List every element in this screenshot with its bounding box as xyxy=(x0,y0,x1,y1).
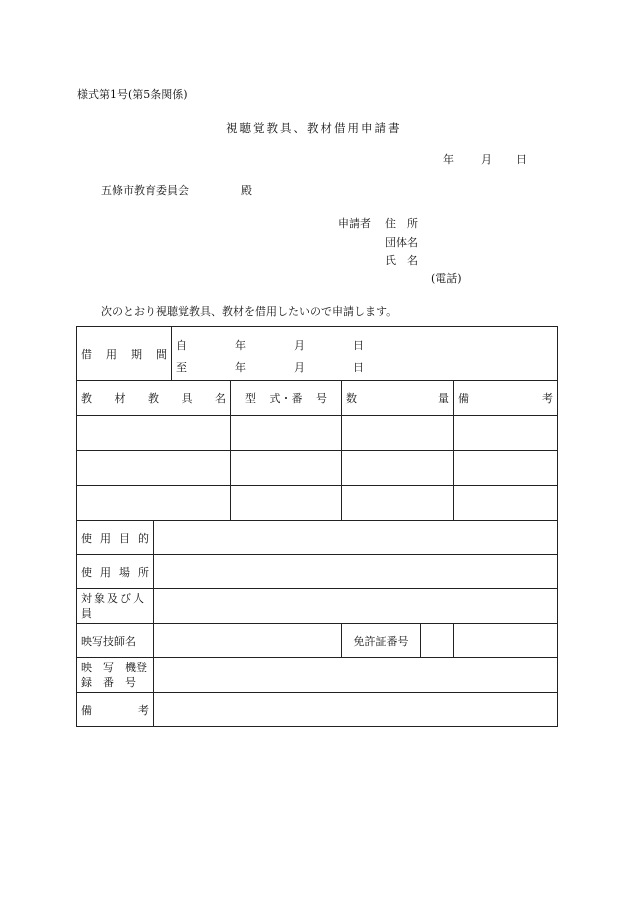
notes-label-char: 備 xyxy=(81,703,92,717)
purpose-label-char: 用 xyxy=(100,531,111,545)
period-label-cell xyxy=(77,327,172,381)
purpose-label-char: 目 xyxy=(119,531,130,545)
col-header-char: 号 xyxy=(316,392,327,405)
table-row xyxy=(77,486,558,521)
material-cell[interactable] xyxy=(77,451,231,486)
model-cell[interactable] xyxy=(231,486,342,521)
period-label-char: 間 xyxy=(156,347,167,361)
col-header-model xyxy=(231,381,342,416)
form-number: 様式第1号(第5条関係) xyxy=(77,88,188,101)
period-label-char: 期 xyxy=(131,347,142,361)
place-label-char: 所 xyxy=(138,565,149,579)
projectionist-value-cell[interactable] xyxy=(154,624,342,658)
col-header-quantity xyxy=(342,381,454,416)
phone-label: (電話) xyxy=(431,272,462,285)
period-from-label: 自 xyxy=(176,338,187,352)
quantity-cell[interactable] xyxy=(342,486,454,521)
notes-label-cell xyxy=(77,693,154,727)
target-value-cell[interactable] xyxy=(154,589,558,624)
col-header-char: 考 xyxy=(542,392,553,405)
notes-label-char: 考 xyxy=(138,703,149,717)
date-day-field[interactable] xyxy=(492,151,514,165)
place-label-char: 用 xyxy=(100,565,111,579)
quantity-cell[interactable] xyxy=(342,416,454,451)
quantity-cell[interactable] xyxy=(342,451,454,486)
date-month-field[interactable] xyxy=(456,151,478,165)
target-label: 対象及び人員 xyxy=(81,592,146,620)
machine-label-line2: 録 番 号 xyxy=(81,676,136,689)
phone-field[interactable] xyxy=(385,270,429,284)
place-value-cell[interactable] xyxy=(154,555,558,589)
purpose-label-cell xyxy=(77,521,154,555)
projectionist-label: 映写技師名 xyxy=(81,634,136,648)
license-label: 免許証番号 xyxy=(342,624,421,657)
col-header-char: 教 xyxy=(81,392,92,405)
address-field[interactable] xyxy=(425,215,555,229)
col-header-char: 材 xyxy=(114,392,126,405)
col-header-char: 数 xyxy=(346,392,357,405)
from-day-label: 日 xyxy=(353,338,364,352)
date-year-field[interactable] xyxy=(400,151,440,165)
to-year-label: 年 xyxy=(235,360,246,374)
col-header-char: 式・番 xyxy=(269,392,303,405)
target-label-cell xyxy=(77,589,154,624)
model-cell[interactable] xyxy=(231,451,342,486)
purpose-label-char: 的 xyxy=(138,531,149,545)
license-value-cell[interactable] xyxy=(454,624,558,658)
date-day-label: 日 xyxy=(516,153,527,166)
intro-text: 次のとおり視聴覚教具、教材を借用したいので申請します。 xyxy=(101,305,398,318)
table-row xyxy=(77,416,558,451)
col-header-remarks xyxy=(454,381,558,416)
address-label: 住 所 xyxy=(385,217,418,230)
col-header-char: 型 xyxy=(245,392,256,405)
machine-label-line1: 映 写 機登 xyxy=(81,661,147,674)
name-field[interactable] xyxy=(425,252,555,266)
group-name-label: 団体名 xyxy=(385,236,418,249)
col-header-char: 教 xyxy=(148,392,159,405)
col-header-char: 備 xyxy=(458,392,469,405)
col-header-material xyxy=(77,381,231,416)
applicant-label: 申請者 xyxy=(338,217,371,230)
period-to-label: 至 xyxy=(176,360,187,374)
material-cell[interactable] xyxy=(77,416,231,451)
col-header-char: 量 xyxy=(438,392,449,405)
from-year-label: 年 xyxy=(235,338,246,352)
col-header-char: 具 xyxy=(181,392,193,405)
application-table xyxy=(76,326,558,727)
name-label: 氏 名 xyxy=(385,254,418,267)
notes-value-cell[interactable] xyxy=(154,693,558,727)
form-title: 視聴覚教具、教材借用申請書 xyxy=(226,121,402,135)
date-month-label: 月 xyxy=(481,153,492,166)
place-label-char: 使 xyxy=(81,565,92,579)
place-label-cell xyxy=(77,555,154,589)
model-cell[interactable] xyxy=(231,416,342,451)
table-row xyxy=(77,451,558,486)
date-year-label: 年 xyxy=(443,153,454,166)
purpose-label-char: 使 xyxy=(81,531,92,545)
purpose-value-cell[interactable] xyxy=(154,521,558,555)
to-month-label: 月 xyxy=(294,360,305,374)
place-label-char: 場 xyxy=(119,565,130,579)
period-label-char: 借 xyxy=(81,347,92,361)
license-split-cell xyxy=(342,624,454,658)
col-header-char: 名 xyxy=(215,392,226,405)
projectionist-label-cell xyxy=(77,624,154,658)
period-label-char: 用 xyxy=(106,347,117,361)
addressee: 五條市教育委員会 xyxy=(101,184,189,197)
license-value-field[interactable] xyxy=(421,624,453,657)
remarks-cell[interactable] xyxy=(454,486,558,521)
remarks-cell[interactable] xyxy=(454,451,558,486)
machine-label-cell xyxy=(77,658,154,693)
machine-value-cell[interactable] xyxy=(154,658,558,693)
honorific: 殿 xyxy=(241,184,252,197)
to-day-label: 日 xyxy=(353,360,364,374)
remarks-cell[interactable] xyxy=(454,416,558,451)
group-name-field[interactable] xyxy=(425,234,555,248)
from-month-label: 月 xyxy=(294,338,305,352)
period-value-cell[interactable] xyxy=(172,327,558,381)
material-cell[interactable] xyxy=(77,486,231,521)
